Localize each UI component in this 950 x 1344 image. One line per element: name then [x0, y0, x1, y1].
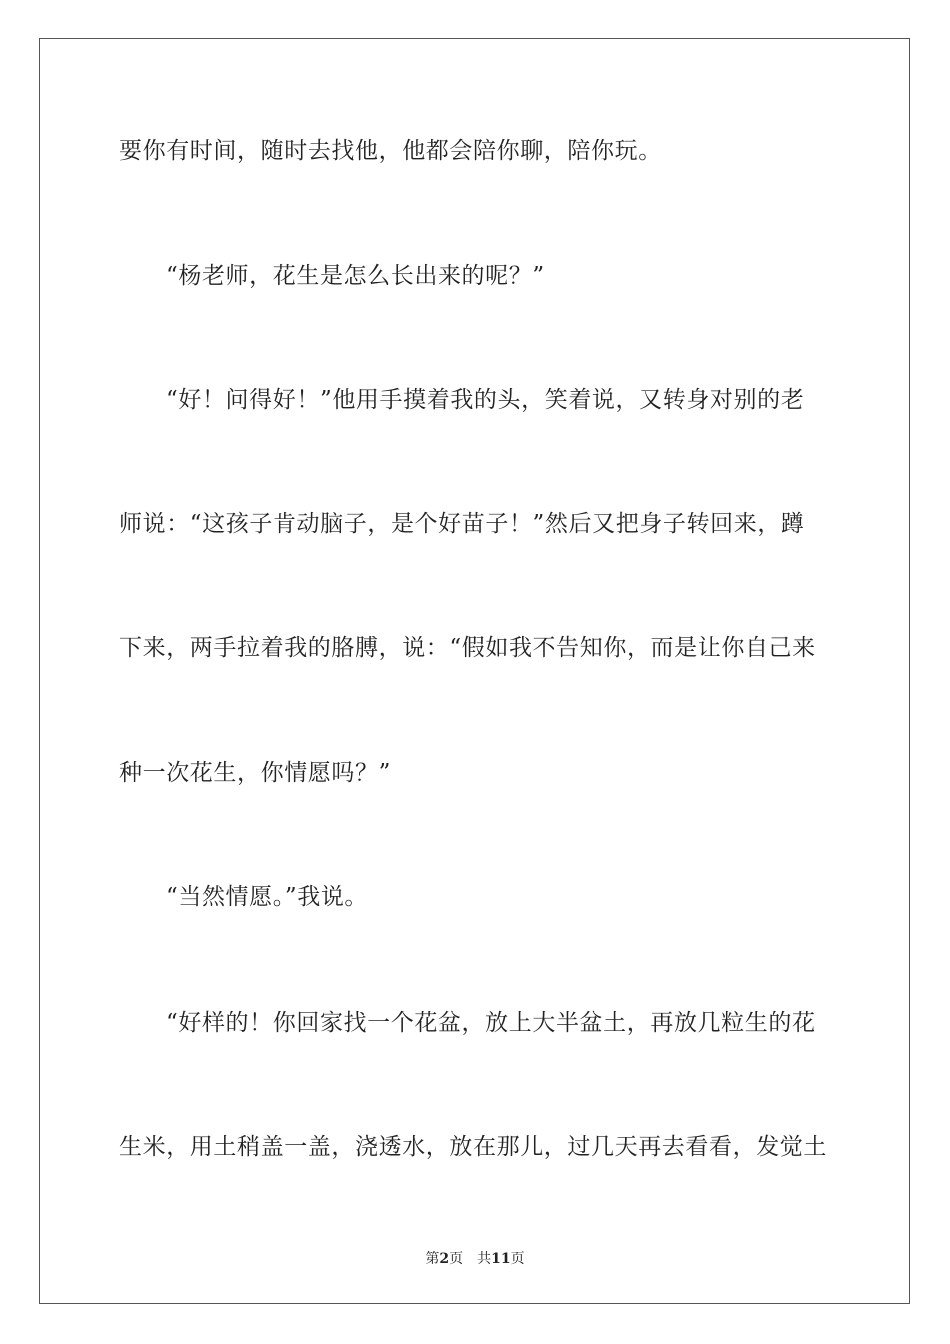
- total-prefix: 共: [477, 1251, 492, 1267]
- paragraph-line: 种一次花生，你情愿吗？”: [119, 760, 391, 786]
- paragraph-line: “好样的！你回家找一个花盆，放上大半盆土，再放几粒生的花: [166, 1010, 816, 1036]
- page-prefix: 第: [425, 1251, 440, 1267]
- total-suffix: 页: [510, 1251, 525, 1267]
- paragraph-line: “当然情愿。”我说。: [166, 884, 369, 910]
- paragraph-line: “杨老师，花生是怎么长出来的呢？”: [166, 263, 545, 289]
- paragraph-line: 下来，两手拉着我的胳膊，说：“假如我不告知你，而是让你自己来: [119, 635, 816, 661]
- page-frame: [39, 38, 910, 1304]
- paragraph-line: 要你有时间，随时去找他，他都会陪你聊，陪你玩。: [119, 138, 662, 164]
- page-number: 2: [439, 1251, 450, 1267]
- paragraph-line: 师说：“这孩子肯动脑子，是个好苗子！”然后又把身子转回来，蹲: [119, 511, 805, 537]
- page-suffix: 页: [449, 1251, 464, 1267]
- total-pages: 11: [491, 1251, 511, 1267]
- page-footer: [0, 1248, 950, 1268]
- paragraph-line: “好！问得好！”他用手摸着我的头，笑着说，又转身对别的老: [166, 387, 805, 413]
- paragraph-line: 生米，用土稍盖一盖，浇透水，放在那儿，过几天再去看看，发觉土: [119, 1134, 827, 1160]
